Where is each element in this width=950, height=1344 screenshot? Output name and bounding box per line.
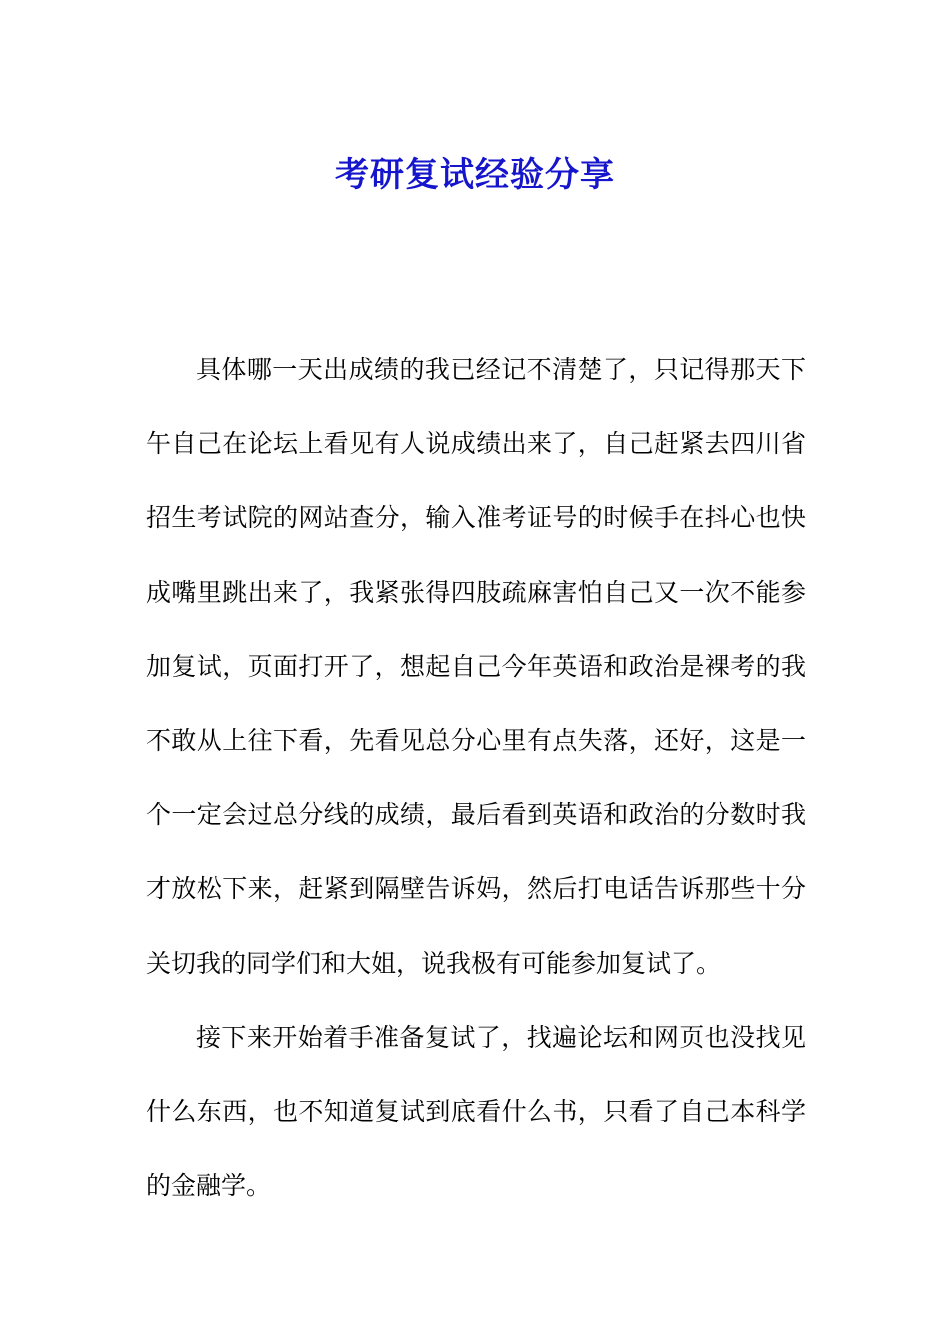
document-body	[146, 333, 806, 1223]
paragraph-1: 具体哪一天出成绩的我已经记不清楚了，只记得那天下午自己在论坛上看见有人说成绩出来了，自己赶紧去四川省招生考试院的网站查分，输入准考证号的时候手在抖心也快成嘴里跳出来了，我紧张得四肢疏麻害怕自己又一次不能参加复试，页面打开了，想起自己今年英语和政治是裸考的我不敢从上往下看，先看见总分心里有点失落，还好，这是一个一定会过总分线的成绩，最后看到英语和政治的分数时我才放松下来，赶紧到隔壁告诉妈，然后打电话告诉那些十分关切我的同学们和大姐，说我极有可能参加复试了。	[146, 355, 806, 978]
paragraph-2: 接下来开始着手准备复试了，找遍论坛和网页也没找见什么东西，也不知道复试到底看什么书，只看了自己本科学的金融学。	[146, 1022, 806, 1201]
page-title: 考研复试经验分享	[335, 154, 615, 195]
